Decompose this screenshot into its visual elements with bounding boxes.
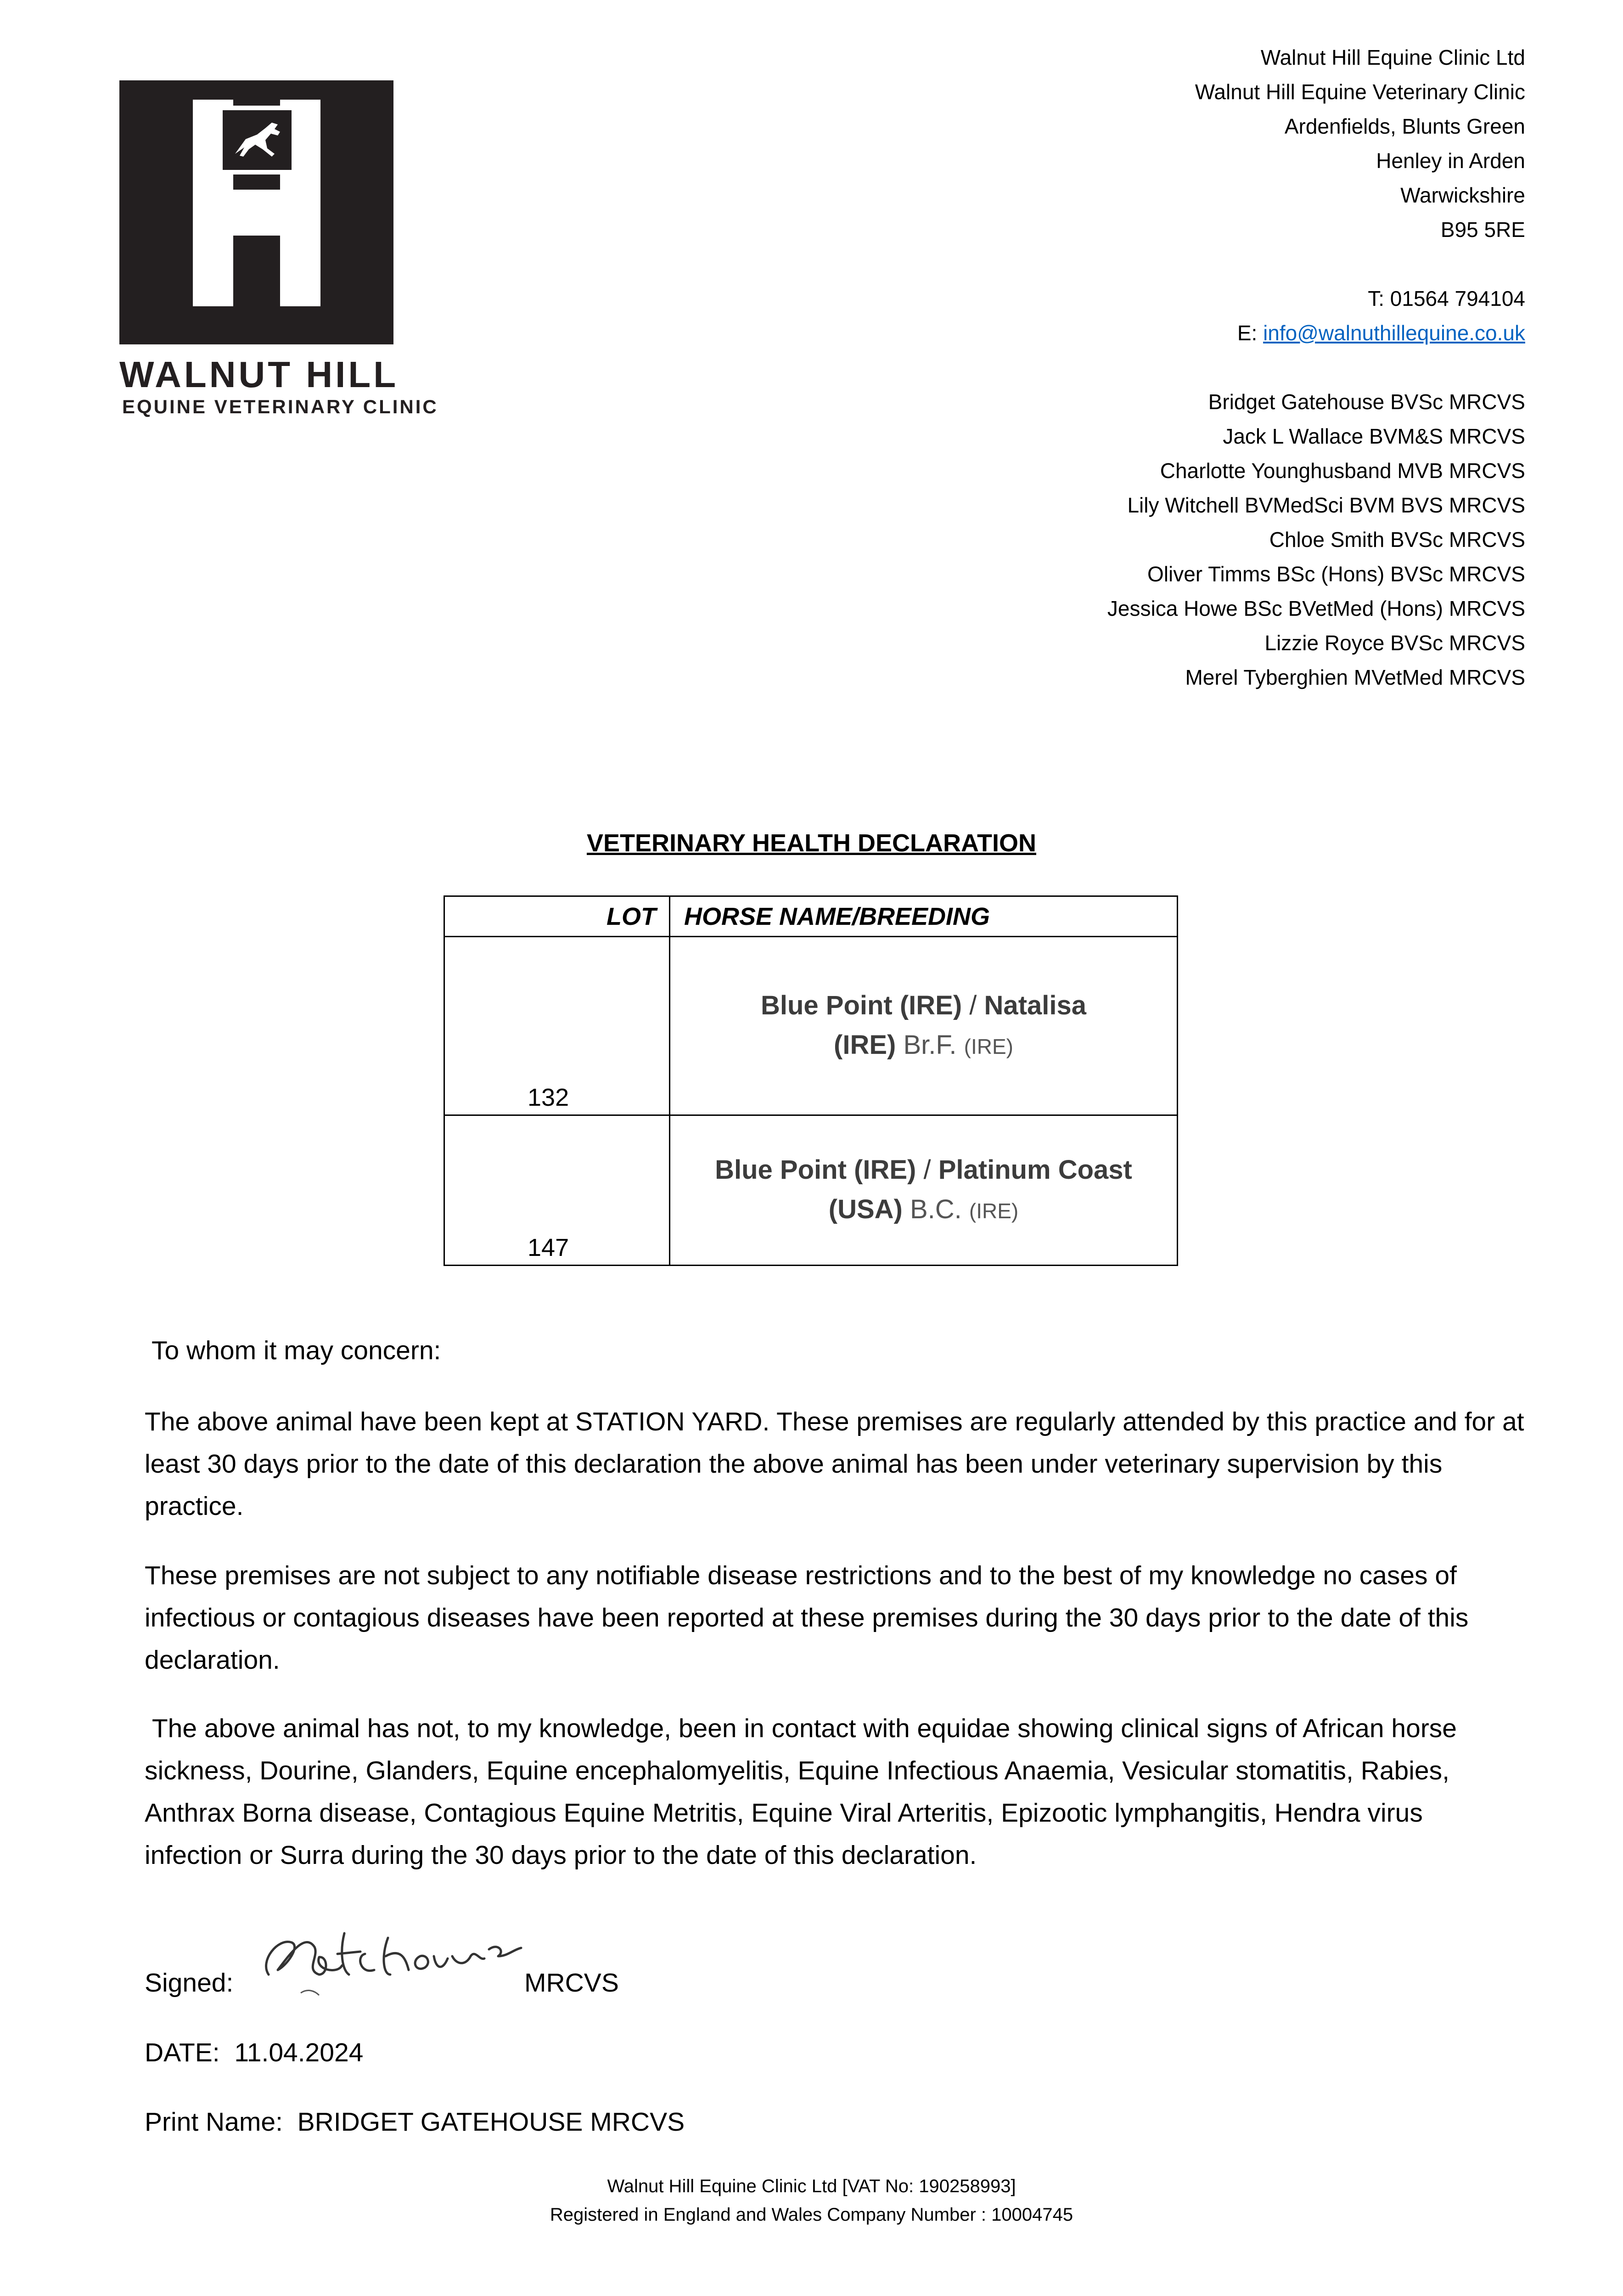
- vet-name: Merel Tyberghien MVetMed MRCVS: [1185, 665, 1525, 689]
- print-name-value: BRIDGET GATEHOUSE MRCVS: [297, 2107, 685, 2137]
- horse-breeding: [670, 937, 1178, 1115]
- vet-name: Bridget Gatehouse BVSc MRCVS: [1208, 390, 1525, 414]
- address-line: Henley in Arden: [1376, 149, 1525, 173]
- paragraph-restrictions: These premises are not subject to any notifiable disease restrictions and to the best of my knowledge no cases of infectious or contagious diseases have been reported at these premises during the 30 days prior to the date of this declaration.: [145, 1561, 1469, 1675]
- horse-name-header: HORSE NAME/BREEDING: [670, 896, 1178, 937]
- handwritten-signature: [250, 1906, 535, 2011]
- paragraph-diseases: The above animal has not, to my knowledge, been in contact with equidae showing clinical signs of African horse sickness, Dourine, Glanders, Equine encephalomyelitis, Equine Infectious Anaemia, Vesicular stomatitis, Rabies, Anthrax Borna disease, Contagious Equine Metritis, Equine Viral Arteritis, Epizootic lymphangitis, Hendra virus infection or Surra during the 30 days prior to the date of this declaration.: [145, 1714, 1464, 1870]
- address-line: Walnut Hill Equine Veterinary Clinic: [1195, 80, 1525, 104]
- signature-qualification: MRCVS: [524, 1968, 619, 1998]
- document-title: VETERINARY HEALTH DECLARATION: [586, 829, 1036, 857]
- dam-country: (IRE): [834, 1030, 896, 1060]
- date-value: 11.04.2024: [234, 2038, 364, 2067]
- dam: Natalisa: [984, 990, 1087, 1020]
- table-row: [444, 937, 1178, 1115]
- phone: T: 01564 794104: [1368, 287, 1525, 310]
- sire: Blue Point (IRE): [715, 1154, 916, 1185]
- clinic-address: [1107, 40, 1525, 695]
- vet-name: Lizzie Royce BVSc MRCVS: [1264, 631, 1525, 655]
- email-line: [1107, 316, 1525, 350]
- dam-country: (USA): [828, 1194, 903, 1224]
- table-header-row: [444, 896, 1178, 937]
- print-name-label: Print Name:: [145, 2107, 283, 2137]
- vet-name: Jessica Howe BSc BVetMed (Hons) MRCVS: [1107, 597, 1525, 620]
- address-line: Warwickshire: [1400, 183, 1525, 207]
- sire: Blue Point (IRE): [760, 990, 962, 1020]
- date-label: DATE:: [145, 2038, 220, 2067]
- separator: /: [923, 1154, 931, 1185]
- date-line: [145, 2037, 363, 2068]
- email-prefix: E:: [1237, 321, 1264, 345]
- address-postcode: B95 5RE: [1440, 218, 1525, 242]
- foaled-country: (IRE): [964, 1034, 1013, 1058]
- logo-name: WALNUT HILL: [119, 354, 399, 395]
- email-link[interactable]: info@walnuthillequine.co.uk: [1263, 321, 1525, 345]
- vet-name: Chloe Smith BVSc MRCVS: [1269, 528, 1525, 551]
- horse-breeding: [670, 1115, 1178, 1266]
- greeting: To whom it may concern:: [152, 1336, 441, 1365]
- separator: /: [969, 990, 977, 1020]
- sex-colour: B.C.: [910, 1194, 962, 1224]
- signed-label: Signed:: [145, 1968, 234, 1998]
- logo-subtitle: EQUINE VETERINARY CLINIC: [122, 396, 438, 417]
- logo-h-mark-icon: [119, 80, 393, 344]
- lot-number: 147: [444, 1115, 670, 1266]
- dam: Platinum Coast: [938, 1154, 1132, 1185]
- vet-name: Charlotte Younghusband MVB MRCVS: [1160, 459, 1525, 483]
- foaled-country: (IRE): [969, 1199, 1019, 1223]
- vet-name: Jack L Wallace BVM&S MRCVS: [1223, 424, 1525, 448]
- paragraph-premises: The above animal have been kept at STATION YARD. These premises are regularly attended by this practice and for at least 30 days prior to the date of this declaration the above animal has been under veterinary supervision by this practice.: [145, 1407, 1524, 1521]
- lot-number: 132: [444, 937, 670, 1115]
- spacer: [1107, 350, 1525, 385]
- lot-header: LOT: [444, 896, 670, 937]
- footer-vat: Walnut Hill Equine Clinic Ltd [VAT No: 190258993]: [607, 2176, 1016, 2196]
- address-line: Walnut Hill Equine Clinic Ltd: [1260, 45, 1525, 69]
- spacer: [1107, 247, 1525, 281]
- horse-table: [444, 895, 1178, 1266]
- print-name-line: [145, 2107, 685, 2137]
- address-line: Ardenfields, Blunts Green: [1284, 114, 1525, 138]
- vet-name: Oliver Timms BSc (Hons) BVSc MRCVS: [1147, 562, 1525, 586]
- sex-colour: Br.F.: [903, 1030, 957, 1060]
- footer: [0, 2172, 1623, 2229]
- footer-registration: Registered in England and Wales Company Number : 10004745: [550, 2205, 1073, 2225]
- clinic-logo: [119, 80, 393, 344]
- vet-name: Lily Witchell BVMedSci BVM BVS MRCVS: [1127, 493, 1525, 517]
- table-row: [444, 1115, 1178, 1266]
